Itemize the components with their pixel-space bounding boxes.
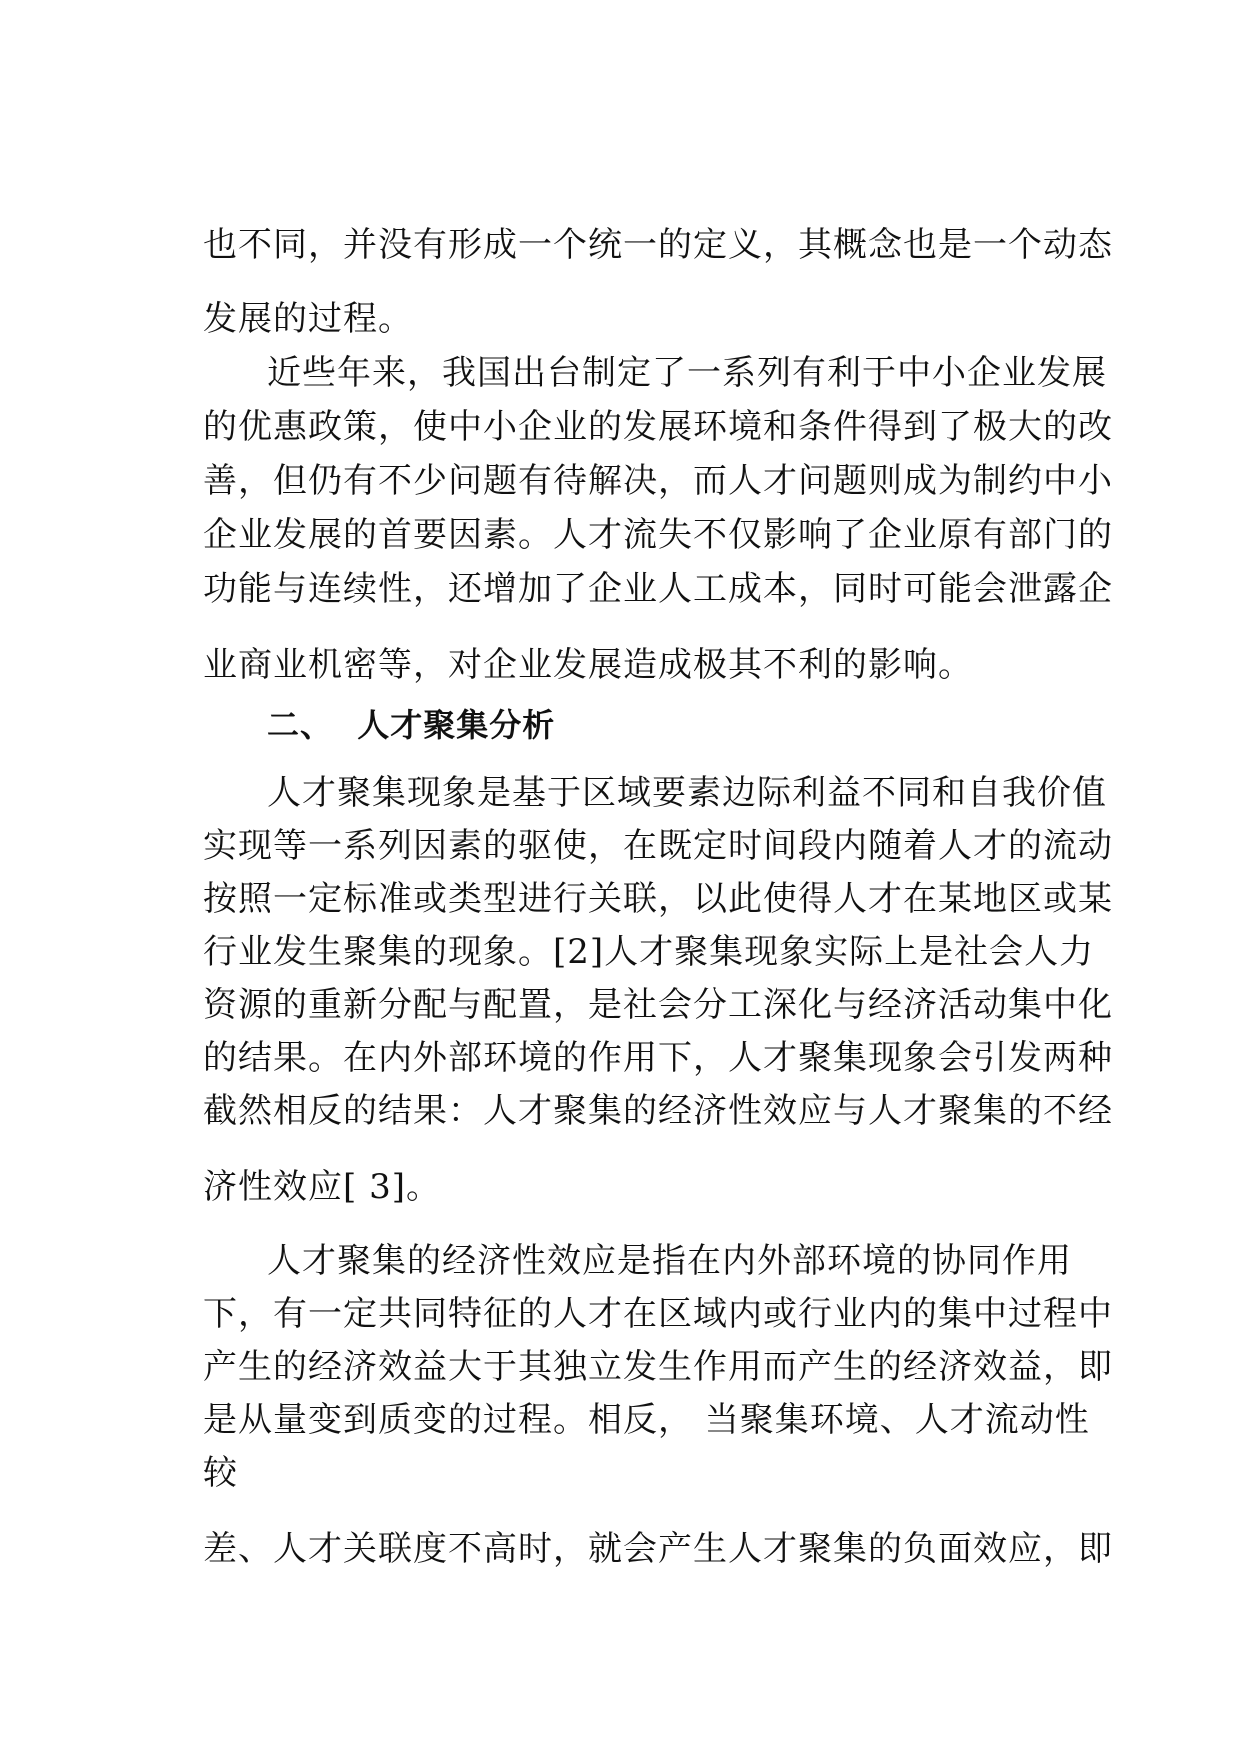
text-line: 产生的经济效益大于其独立发生作用而产生的经济效益，即 <box>203 1347 1113 1387</box>
text-line: 功能与连续性，还增加了企业人工成本，同时可能会泄露企 <box>203 569 1113 609</box>
text-line: 也不同，并没有形成一个统一的定义，其概念也是一个动态 <box>203 225 1113 265</box>
text-line: 善，但仍有不少问题有待解决，而人才问题则成为制约中小 <box>203 461 1113 501</box>
text-line: 按照一定标准或类型进行关联，以此使得人才在某地区或某 <box>203 879 1113 919</box>
text-line: 行业发生聚集的现象。[2]人才聚集现象实际上是社会人力 <box>203 932 1095 972</box>
text-line: 的结果。在内外部环境的作用下，人才聚集现象会引发两种 <box>203 1038 1113 1078</box>
text-line: 实现等一系列因素的驱使，在既定时间段内随着人才的流动 <box>203 826 1113 866</box>
text-line: 截然相反的结果：人才聚集的经济性效应与人才聚集的不经 <box>203 1091 1113 1131</box>
text-line: 企业发展的首要因素。人才流失不仅影响了企业原有部门的 <box>203 515 1113 555</box>
text-line: 资源的重新分配与配置，是社会分工深化与经济活动集中化 <box>203 985 1113 1025</box>
text-line: 济性效应[ 3]。 <box>203 1167 441 1207</box>
text-line: 业商业机密等，对企业发展造成极其不利的影响。 <box>203 645 973 685</box>
paragraph-first-line: 人才聚集的经济性效应是指在内外部环境的协同作用 <box>267 1241 1072 1281</box>
paragraph-first-line: 近些年来，我国出台制定了一系列有利于中小企业发展 <box>267 353 1107 393</box>
text-line: 是从量变到质变的过程。相反， 当聚集环境、人才流动性 <box>203 1400 1090 1440</box>
paragraph-first-line: 人才聚集现象是基于区域要素边际利益不同和自我价值 <box>267 773 1107 813</box>
text-line: 的优惠政策，使中小企业的发展环境和条件得到了极大的改 <box>203 407 1113 447</box>
text-line: 差、人才关联度不高时，就会产生人才聚集的负面效应，即 <box>203 1529 1113 1569</box>
text-line: 下，有一定共同特征的人才在区域内或行业内的集中过程中 <box>203 1294 1113 1334</box>
text-line: 发展的过程。 <box>203 299 413 339</box>
section-heading: 二、 人才聚集分析 <box>267 706 556 744</box>
text-line: 较 <box>203 1453 238 1493</box>
